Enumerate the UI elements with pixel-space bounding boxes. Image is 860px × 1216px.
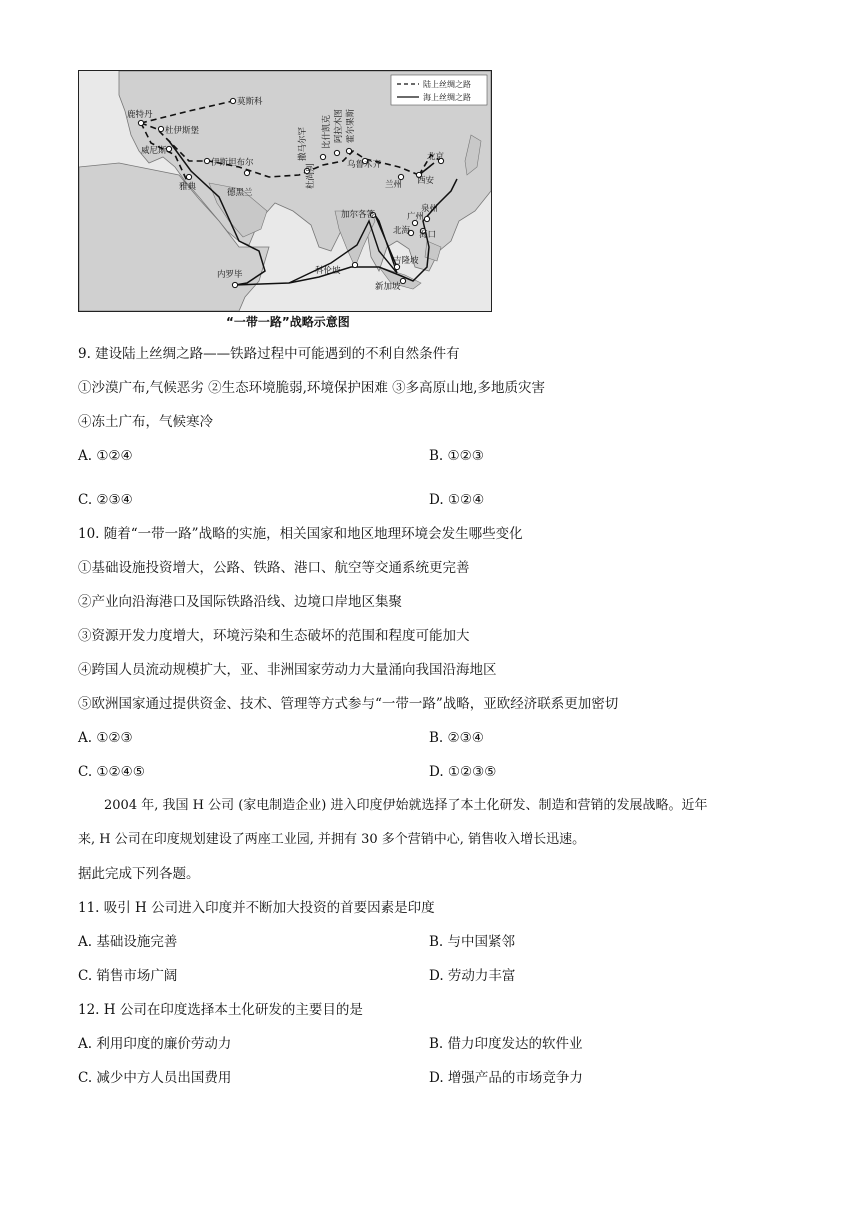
q10-statement-4: ④跨国人员流动规模扩大，亚、非洲国家劳动力大量涌向我国沿海地区	[78, 662, 497, 678]
label-xian: 西安	[417, 176, 435, 186]
passage-instruction: 据此完成下列各题。	[78, 866, 200, 882]
city-dot	[138, 120, 143, 125]
q9-statement-1: ①沙漠广布,气候恶劣 ②生态环境脆弱,环境保护困难 ③多高原山地,多地质灾害	[78, 380, 545, 396]
q11-option-d[interactable]: D. 劳动力丰富	[429, 968, 516, 984]
q12-option-a[interactable]: A. 利用印度的廉价劳动力	[78, 1036, 232, 1052]
city-dot	[166, 146, 171, 151]
city-dot	[346, 148, 351, 153]
q11-option-c[interactable]: C. 销售市场广阔	[78, 968, 178, 984]
passage-line-2: 来, H 公司在印度规划建设了两座工业园, 并拥有 30 多个营销中心, 销售收入增长迅速。	[78, 832, 586, 847]
q12-stem: 12. H 公司在印度选择本土化研发的主要目的是	[78, 1002, 363, 1018]
q12-option-b[interactable]: B. 借力印度发达的软件业	[429, 1036, 583, 1052]
label-haikou: 海口	[419, 230, 437, 240]
label-kualalumpur: 吉隆坡	[393, 256, 419, 266]
q10-stem: 10. 随着“一带一路”战略的实施，相关国家和地区地理环境会发生哪些变化	[78, 526, 523, 542]
q10-statement-1: ①基础设施投资增大，公路、铁路、港口、航空等交通系统更完善	[78, 560, 470, 576]
city-dot	[320, 154, 325, 159]
city-dot	[398, 174, 403, 179]
map-svg	[79, 71, 491, 311]
city-dot	[400, 278, 405, 283]
q11-stem: 11. 吸引 H 公司进入印度并不断加大投资的首要因素是印度	[78, 900, 435, 916]
legend-land-label: 陆上丝绸之路	[423, 80, 471, 89]
city-dot	[352, 262, 357, 267]
q9-option-d[interactable]: D. ①②④	[429, 492, 485, 508]
label-kolkata: 加尔各答	[341, 210, 376, 220]
label-lanzhou: 兰州	[385, 180, 403, 190]
map-caption: “一带一路”战略示意图	[226, 315, 350, 329]
label-quanzhou: 泉州	[421, 204, 439, 214]
label-nairobi: 内罗毕	[217, 270, 243, 280]
label-almaty: 阿拉木图	[334, 108, 344, 143]
label-venice: 威尼斯	[141, 146, 167, 156]
city-dot	[158, 126, 163, 131]
label-tehran: 德黑兰	[227, 188, 253, 198]
city-dot	[244, 170, 249, 175]
label-duisburg: 杜伊斯堡	[165, 126, 200, 136]
q9-option-a[interactable]: A. ①②④	[78, 448, 133, 464]
label-dushanbe: 杜尚别	[306, 163, 316, 189]
q11-option-a[interactable]: A. 基础设施完善	[78, 934, 178, 950]
map-legend	[391, 75, 487, 105]
label-guangzhou: 广州	[407, 212, 425, 222]
q9-option-b[interactable]: B. ①②③	[429, 448, 484, 464]
q11-option-b[interactable]: B. 与中国紧邻	[429, 934, 516, 950]
label-beijing: 北京	[427, 152, 445, 162]
city-dot	[424, 216, 429, 221]
label-istanbul: 伊斯坦布尔	[211, 158, 254, 168]
city-dot	[334, 150, 339, 155]
city-dot	[204, 158, 209, 163]
q9-stem: 9. 建设陆上丝绸之路——铁路过程中可能遇到的不利自然条件有	[78, 346, 460, 362]
q9-option-c[interactable]: C. ②③④	[78, 492, 133, 508]
q10-statement-3: ③资源开发力度增大，环境污染和生态破坏的范围和程度可能加大	[78, 628, 470, 644]
q10-statement-5: ⑤欧洲国家通过提供资金、技术、管理等方式参与“一带一路”战略，亚欧经济联系更加密切	[78, 696, 619, 712]
label-horgos: 霍尔果斯	[346, 108, 356, 143]
label-moscow: 莫斯科	[237, 97, 263, 107]
label-samarkand: 撒马尔罕	[298, 126, 308, 161]
label-colombo: 科伦坡	[315, 266, 341, 276]
label-urumqi: 乌鲁木齐	[347, 160, 382, 170]
belt-and-road-map	[78, 70, 492, 312]
q10-option-c[interactable]: C. ①②④⑤	[78, 764, 145, 780]
q10-option-d[interactable]: D. ①②③⑤	[429, 764, 497, 780]
city-dot	[232, 282, 237, 287]
q12-option-c[interactable]: C. 减少中方人员出国费用	[78, 1070, 232, 1086]
city-dot	[230, 98, 235, 103]
q10-option-a[interactable]: A. ①②③	[78, 730, 133, 746]
city-dot	[186, 174, 191, 179]
q10-option-b[interactable]: B. ②③④	[429, 730, 484, 746]
label-beihai: 北海	[393, 226, 411, 236]
passage-line-1: 2004 年, 我国 H 公司 (家电制造企业) 进入印度伊始就选择了本土化研发、制造和营销的发展战略。近年	[104, 798, 708, 813]
legend-sea-label: 海上丝绸之路	[423, 93, 471, 102]
q9-statement-2: ④冻土广布，气候寒冷	[78, 414, 213, 430]
label-bishkek: 比什凯克	[322, 114, 332, 149]
q12-option-d[interactable]: D. 增强产品的市场竞争力	[429, 1070, 583, 1086]
label-rotterdam: 鹿特丹	[127, 110, 153, 120]
q10-statement-2: ②产业向沿海港口及国际铁路沿线、边境口岸地区集聚	[78, 594, 402, 610]
label-singapore: 新加坡	[375, 282, 401, 292]
label-athens: 雅典	[179, 182, 197, 192]
